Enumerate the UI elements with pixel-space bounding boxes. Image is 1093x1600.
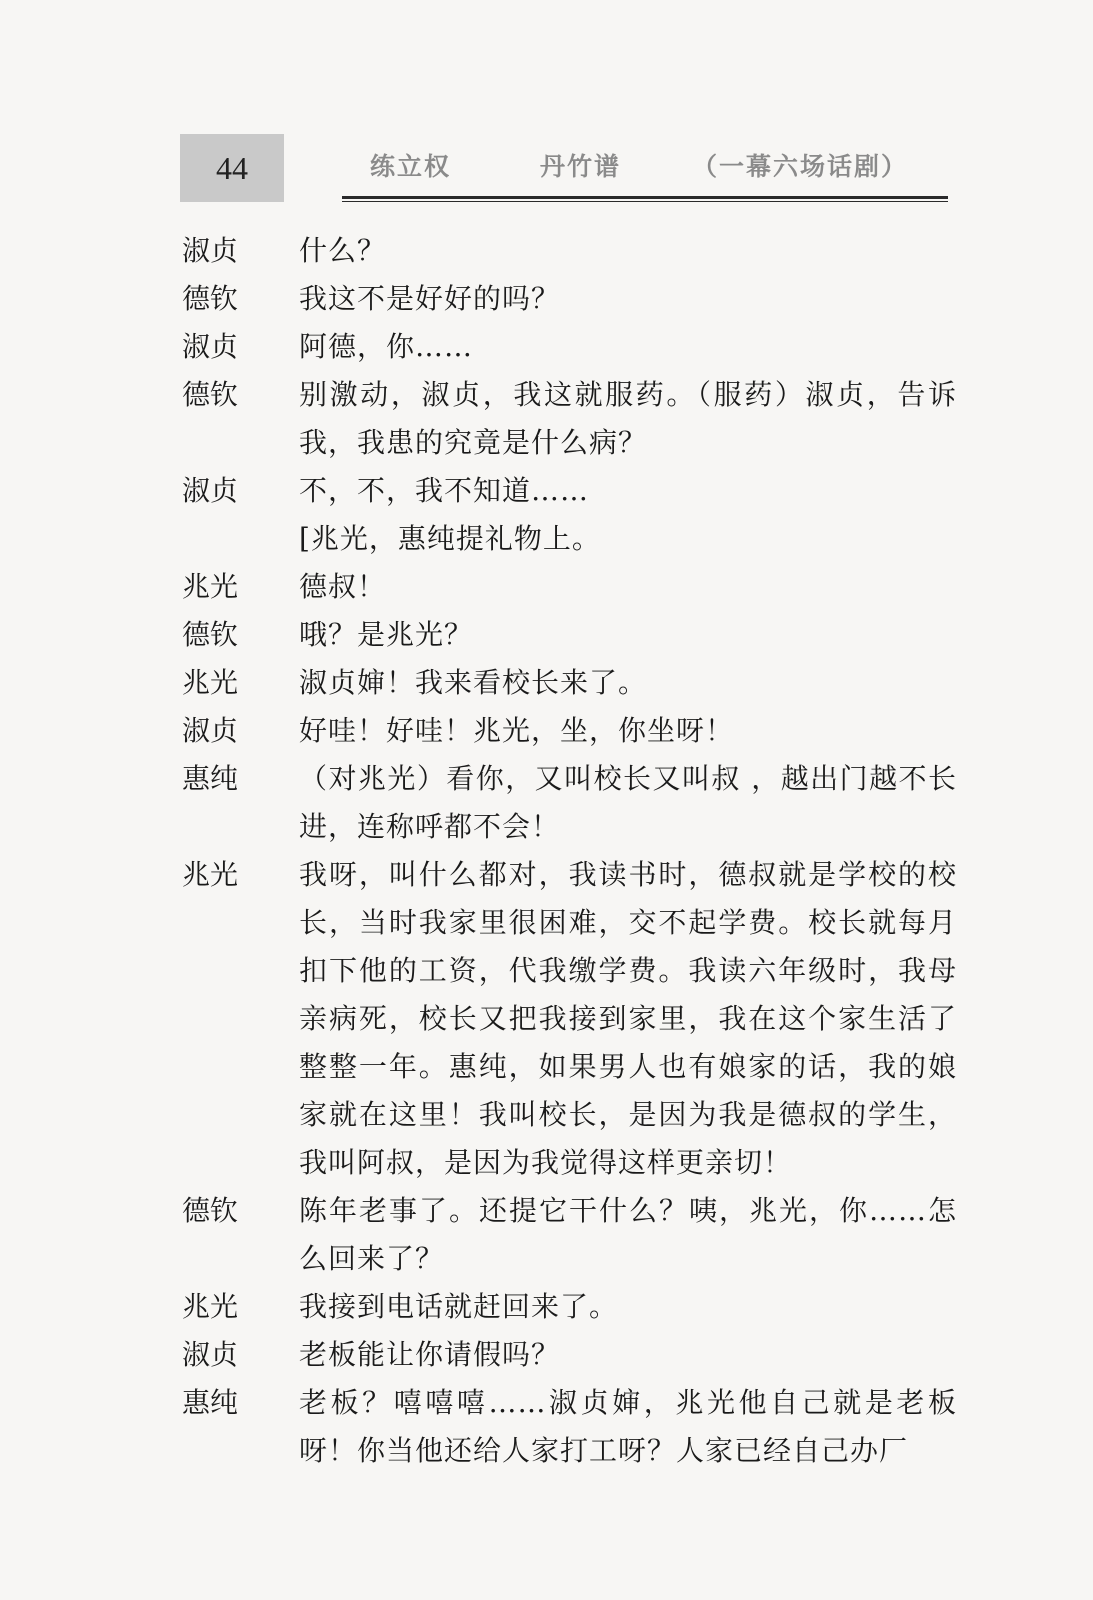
speaker-name: 淑贞 [182, 474, 239, 507]
dialogue-entry [182, 851, 957, 1187]
dialogue-line: 老板？嘻嘻嘻……淑贞婶，兆光他自己就是老板呀！你当他还给人家打工呀？人家已经自己办厂 [299, 1386, 957, 1467]
stage-direction: [兆光，惠纯提礼物上。 [299, 522, 601, 555]
dialogue-line: 什么？ [299, 234, 387, 267]
speaker-name: 淑贞 [182, 714, 239, 747]
dialogue-entry [182, 1187, 957, 1283]
dialogue-entry [182, 659, 957, 707]
dialogue-entry [182, 1331, 957, 1379]
dialogue-line: 我呀，叫什么都对，我读书时，德叔就是学校的校长，当时我家里很困难，交不起学费。校长就每月扣下他的工资，代我缴学费。我读六年级时，我母亲病死，校长又把我接到家里，我在这个家生活了整整一年。惠纯，如果男人也有娘家的话，我的娘家就在这里！我叫校长，是因为我是德叔的学生，我叫阿叔，是因为我觉得这样更亲切！ [299, 858, 957, 1179]
speaker-name: 兆光 [182, 666, 239, 699]
dialogue-line: 不，不，我不知道…… [299, 474, 590, 507]
dialogue-line: 陈年老事了。还提它干什么？咦，兆光，你……怎么回来了？ [299, 1194, 957, 1275]
speaker-name: 德钦 [182, 618, 239, 651]
dialogue-line: 哦？是兆光？ [299, 618, 474, 651]
header-subtitle: （一幕六场话剧） [692, 152, 909, 181]
speaker-name: 德钦 [182, 378, 239, 411]
dialogue-line: 好哇！好哇！兆光，坐，你坐呀！ [299, 714, 735, 747]
dialogue-line: 阿德，你…… [299, 330, 474, 363]
speaker-name: 兆光 [182, 570, 239, 603]
speaker-name: 惠纯 [182, 1386, 239, 1419]
speaker-name: 惠纯 [182, 762, 239, 795]
speaker-name: 德钦 [182, 282, 239, 315]
dialogue-entry [182, 1379, 957, 1475]
page-number-box [180, 134, 284, 202]
speaker-name: 德钦 [182, 1194, 239, 1227]
speaker-name: 兆光 [182, 858, 239, 891]
speaker-name: 淑贞 [182, 330, 239, 363]
dialogue-entry [182, 275, 957, 323]
speaker-name: 淑贞 [182, 1338, 239, 1371]
dialogue-line: 我这不是好好的吗？ [299, 282, 561, 315]
stage-direction-entry [182, 515, 957, 563]
dialogue-line: 老板能让你请假吗？ [299, 1338, 561, 1371]
dialogue-line: 德叔！ [299, 570, 387, 603]
header-author: 练立权 [370, 152, 452, 181]
header-rule-thick [342, 196, 948, 199]
running-header [345, 145, 950, 185]
dialogue-line: （对兆光）看你，又叫校长又叫叔 ，越出门越不长进，连称呼都不会！ [299, 762, 957, 843]
dialogue-entry [182, 563, 957, 611]
dialogue-line: 淑贞婶！我来看校长来了。 [299, 666, 648, 699]
header-title: 丹竹谱 [540, 152, 622, 181]
dialogue-line: 我接到电话就赶回来了。 [299, 1290, 619, 1323]
dialogue-entry [182, 227, 957, 275]
page-number: 44 [216, 150, 248, 186]
dialogue-entry [182, 707, 957, 755]
dialogue-line: 别激动，淑贞，我这就服药。（服药）淑贞，告诉我，我患的究竟是什么病？ [299, 378, 957, 459]
dialogue-entry [182, 371, 957, 467]
dialogue-entry [182, 1283, 957, 1331]
dialogue-entry [182, 611, 957, 659]
speaker-name: 兆光 [182, 1290, 239, 1323]
dialogue-entry [182, 323, 957, 371]
header-rule-thin [342, 201, 948, 202]
dialogue-entry [182, 467, 957, 515]
script-body [182, 227, 957, 1475]
dialogue-entry [182, 755, 957, 851]
speaker-name: 淑贞 [182, 234, 239, 267]
